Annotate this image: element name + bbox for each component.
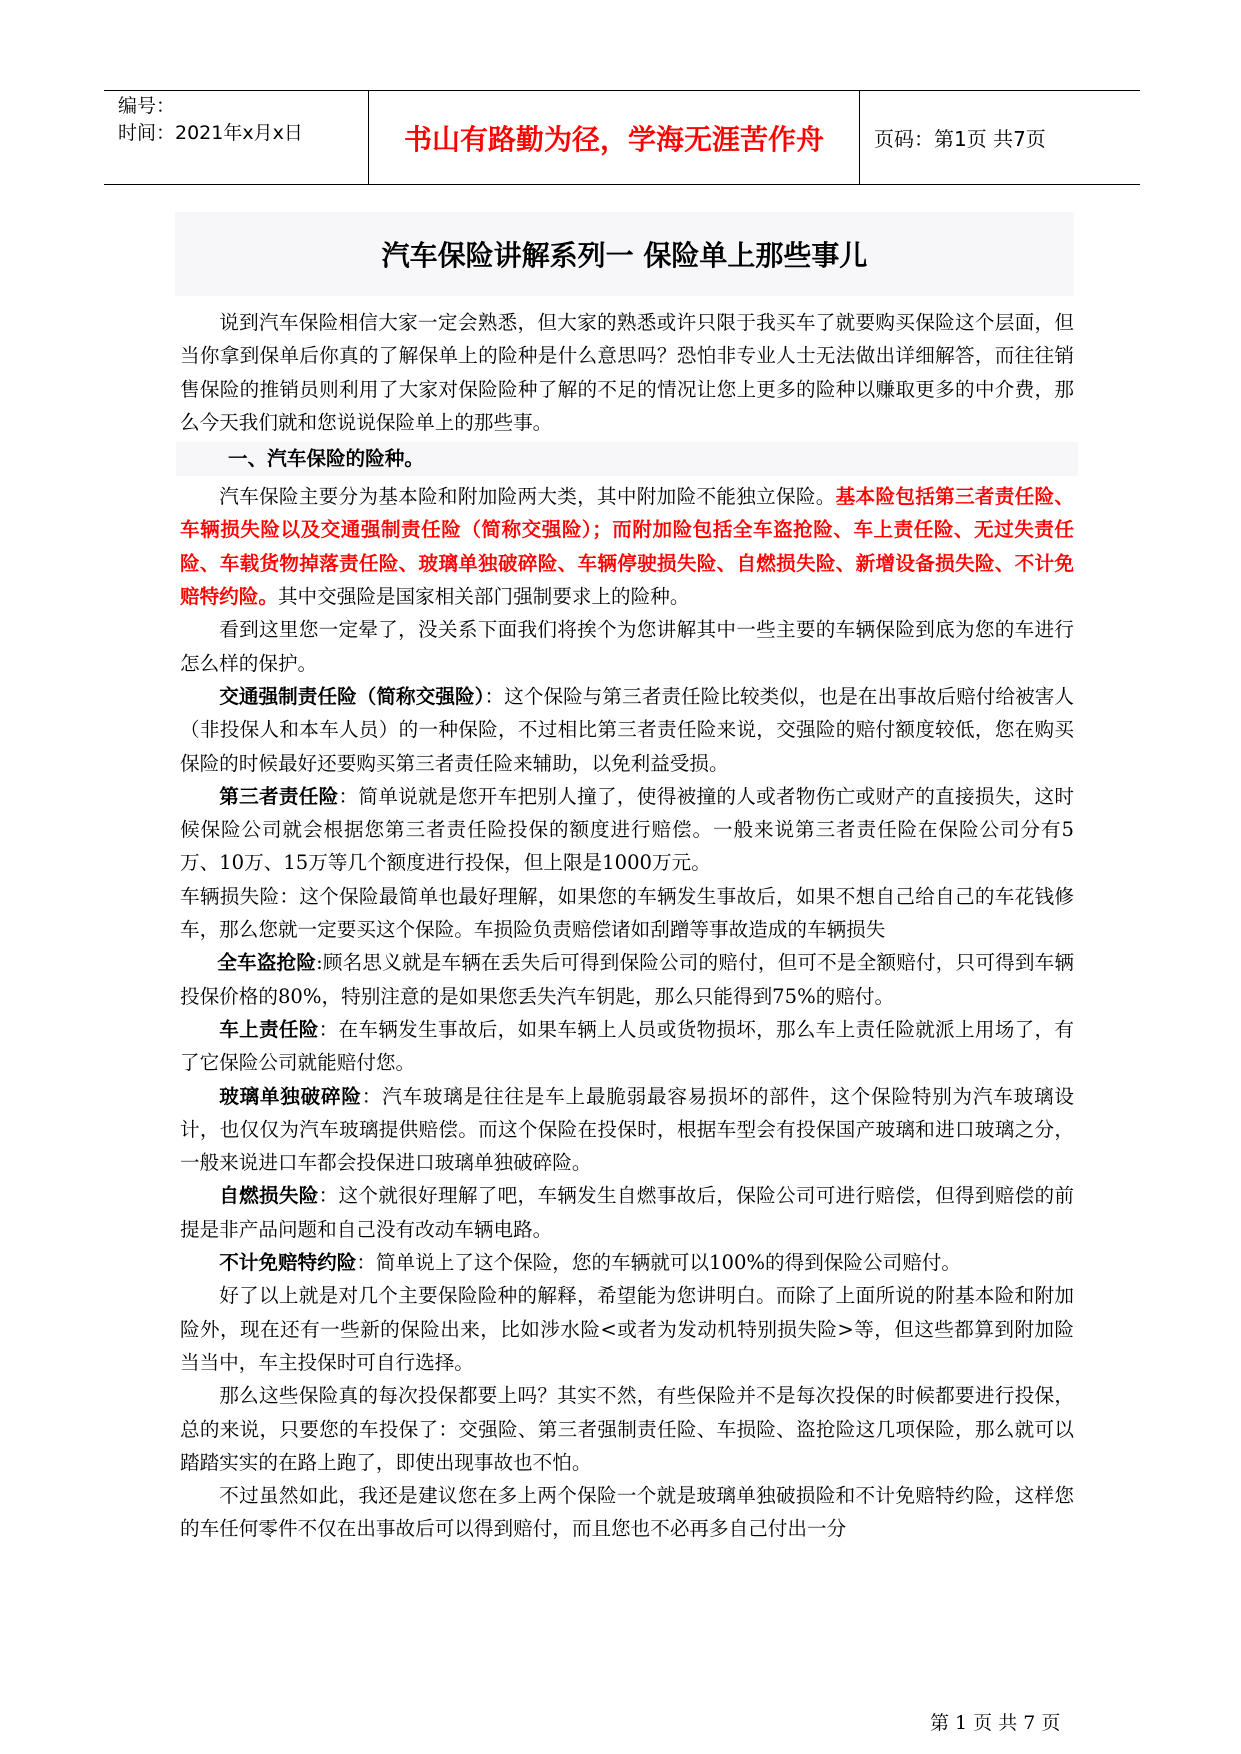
- item-text: ：简单说上了这个保险，您的车辆就可以100%的得到保险公司赔付。: [356, 1251, 961, 1275]
- header-page-info: 页码：第1页 共7页: [874, 127, 1046, 151]
- header-motto: 书山有路勤为径，学海无涯苦作舟: [403, 122, 824, 156]
- serial-label: 编号：: [118, 95, 176, 117]
- item-cheshang: [180, 1013, 1074, 1080]
- document-header: [104, 90, 1140, 185]
- item-term: 交通强制责任险（简称交强险）: [219, 684, 485, 708]
- time-label: 时间：2021年x月x日: [118, 122, 303, 144]
- insurance-types-paragraph: [180, 480, 1074, 613]
- title-banner: [175, 212, 1074, 296]
- item-term: 自燃损失险: [219, 1184, 319, 1208]
- item-text: ：在车辆发生事故后，如果车辆上人员或货物损坏，那么车上责任险就派上用场了，有了它保险公司就能赔付您。: [180, 1017, 1075, 1075]
- section-heading-bar: [176, 442, 1078, 476]
- item-sanzhe: [180, 780, 1074, 880]
- header-divider: [859, 91, 860, 184]
- types-lead: 汽车保险主要分为基本险和附加险两大类，其中附加险不能独立保险。: [219, 485, 836, 509]
- page-footer: 第 1 页 共 7 页: [930, 1712, 1061, 1734]
- item-term: 玻璃单独破碎险: [219, 1084, 362, 1108]
- item-chesun: 车辆损失险：这个保险最简单也最好理解，如果您的车辆发生事故后，如果不想自己给自己的车花钱修车，那么您就一定要买这个保险。车损险负责赔偿诸如刮蹭等事故造成的车辆损失: [180, 884, 1074, 942]
- item-text: ：简单说就是您开车把别人撞了，使得被撞的人或者物伤亡或财产的直接损失，这时候保险公司就会根据您第三者责任险投保的额度进行赔偿。一般来说第三者责任险在保险公司分有5万、10万、15万等几个额度进行投保，但上限是1000万元。: [180, 784, 1075, 875]
- header-divider: [368, 91, 369, 184]
- item-jiaoqiang: [180, 680, 1074, 780]
- types-highlight: 基本险包括第三者责任险、车辆损失险以及交通强制责任险（简称交强险）；而附加险包括全车盗抢险、车上责任险、无过失责任险、车载货物掉落责任险、玻璃单独破碎险、车辆停驶损失险、自燃损失险、新增设备损失险、不计免赔特约险。: [180, 485, 1075, 609]
- item-ziran: [180, 1179, 1074, 1246]
- item-term: 全车盗抢险: [217, 951, 317, 975]
- item-daoqiang: [180, 946, 1074, 1013]
- item-boli: [180, 1080, 1074, 1180]
- transition-paragraph: 看到这里您一定晕了，没关系下面我们将挨个为您讲解其中一些主要的车辆保险到底为您的车进行怎么样的保护。: [180, 618, 1074, 675]
- header-meta: [118, 93, 358, 147]
- types-tail: 其中交强险是国家相关部门强制要求上的险种。: [277, 585, 690, 609]
- summary-paragraph-2: 那么这些保险真的每次投保都要上吗？其实不然，有些保险并不是每次投保的时候都要进行投保，总的来说，只要您的车投保了：交强险、第三者强制责任险、车损险、盗抢险这几项保险，那么就可以踏踏实实的在路上跑了，即使出现事故也不怕。: [180, 1384, 1074, 1474]
- summary-paragraph-3: 不过虽然如此，我还是建议您在多上两个保险一个就是玻璃单独破损险和不计免赔特约险，这样您的车任何零件不仅在出事故后可以得到赔付，而且您也不必再多自己付出一分: [180, 1484, 1074, 1541]
- intro-paragraph: 说到汽车保险相信大家一定会熟悉，但大家的熟悉或许只限于我买车了就要购买保险这个层面，但当你拿到保单后你真的了解保单上的险种是什么意思吗？恐怕非专业人士无法做出详细解答，而往往销售保险的推销员则利用了大家对保险险种了解的不足的情况让您上更多的险种以赚取更多的中介费，那么今天我们就和您说说保险单上的那些事。: [180, 311, 1074, 434]
- item-text: ：这个保险与第三者责任险比较类似，也是在出事故后赔付给被害人（非投保人和本车人员）的一种保险，不过相比第三者责任险来说，交强险的赔付额度较低，您在购买保险的时候最好还要购买第三者责任险来辅助，以免利益受损。: [180, 684, 1075, 775]
- item-text: :顾名思义就是车辆在丢失后可得到保险公司的赔付，但可不是全额赔付，只可得到车辆投保价格的80%，特别注意的是如果您丢失汽车钥匙，那么只能得到75%的赔付。: [180, 951, 1074, 1008]
- summary-paragraph-1: 好了以上就是对几个主要保险险种的解释，希望能为您讲明白。而除了上面所说的附基本险和附加险外，现在还有一些新的保险出来，比如涉水险<或者为发动机特别损失险>等，但这些都算到附加险当当中，车主投保时可自行选择。: [180, 1284, 1074, 1374]
- item-bujimianpei: [180, 1246, 1074, 1279]
- document-title: 汽车保险讲解系列一 保险单上那些事儿: [381, 239, 868, 272]
- item-text: ：这个就很好理解了吧，车辆发生自燃事故后，保险公司可进行赔偿，但得到赔偿的前提是非产品问题和自己没有改动车辆电路。: [180, 1184, 1075, 1241]
- item-term: 不计免赔特约险: [219, 1251, 357, 1275]
- item-term: 第三者责任险: [219, 784, 339, 808]
- item-text: ：汽车玻璃是往往是车上最脆弱最容易损坏的部件，这个保险特别为汽车玻璃设计，也仅仅为汽车玻璃提供赔偿。而这个保险在投保时，根据车型会有投保国产玻璃和进口玻璃之分，一般来说进口车都会投保进口玻璃单独破碎险。: [180, 1084, 1075, 1175]
- section-heading: 一、汽车保险的险种。: [228, 447, 424, 471]
- item-term: 车上责任险: [219, 1017, 319, 1041]
- document-body: [180, 306, 1074, 1546]
